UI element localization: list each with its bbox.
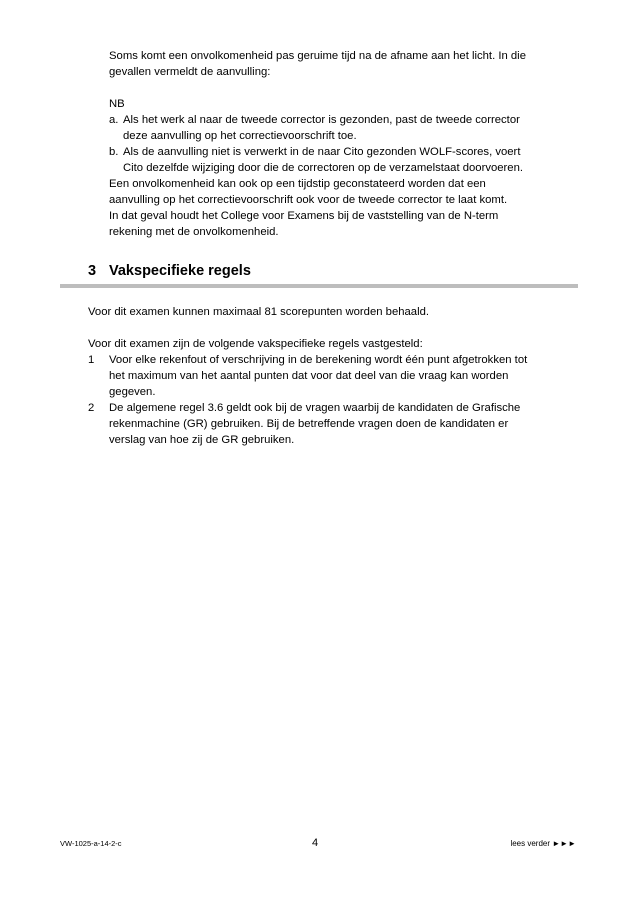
rule-line: Voor elke rekenfout of verschrijving in de berekening wordt één punt afgetrokken tot [109,354,528,366]
rule-marker: 2 [88,402,95,414]
nb-item-a [109,112,579,144]
intro-line: Soms komt een onvolkomenheid pas geruime tijd na de afname aan het licht. In die [109,50,526,62]
section-body [88,304,580,448]
nb-label: NB [109,98,125,110]
section-number: 3 [88,263,97,279]
closing-line: aanvulling op het correctievoorschrift ook voor de tweede corrector te laat komt. [109,194,508,206]
nb-item-line: Cito dezelfde wijziging door die de correctoren op de verzamelstaat doorvoeren. [123,162,524,174]
intro-block [109,48,579,240]
rule-item-2 [88,400,580,448]
rule-line: rekenmachine (GR) gebruiken. Bij de betreffende vragen doen de kandidaten er [109,418,509,430]
rule-line: verslag van hoe zij de GR gebruiken. [109,434,295,446]
page-number: 4 [312,837,319,849]
footer-code: VW-1025-a-14-2-c [60,839,122,848]
rule-marker: 1 [88,354,95,366]
section-heading [88,262,251,280]
closing-line: rekening met de onvolkomenheid. [109,226,279,238]
max-points-text: Voor dit examen kunnen maximaal 81 scorepunten worden behaald. [88,306,430,318]
nb-item-line: Als het werk al naar de tweede corrector is gezonden, past de tweede corrector [123,114,520,126]
rule-line: De algemene regel 3.6 geldt ook bij de vragen waarbij de kandidaten de Grafische [109,402,521,414]
closing-line: In dat geval houdt het College voor Examens bij de vaststelling van de N-term [109,210,499,222]
section-title: Vakspecifieke regels [109,263,251,279]
nb-item-marker: a. [109,114,119,126]
nb-item-b [109,144,579,176]
nb-item-line: Als de aanvulling niet is verwerkt in de naar Cito gezonden WOLF-scores, voert [123,146,521,158]
nb-item-line: deze aanvulling op het correctievoorschrift toe. [123,130,357,142]
closing-line: Een onvolkomenheid kan ook op een tijdstip geconstateerd worden dat een [109,178,486,190]
section-divider [60,284,578,288]
rule-item-1 [88,352,580,400]
continue-marker: lees verder ►►► [510,839,576,848]
rule-line: gegeven. [109,386,156,398]
rule-line: het maximum van het aantal punten dat voor dat deel van die vraag kan worden [109,370,509,382]
intro-line: gevallen vermeldt de aanvulling: [109,66,271,78]
nb-item-marker: b. [109,146,119,158]
rules-intro: Voor dit examen zijn de volgende vakspecifieke regels vastgesteld: [88,338,423,350]
